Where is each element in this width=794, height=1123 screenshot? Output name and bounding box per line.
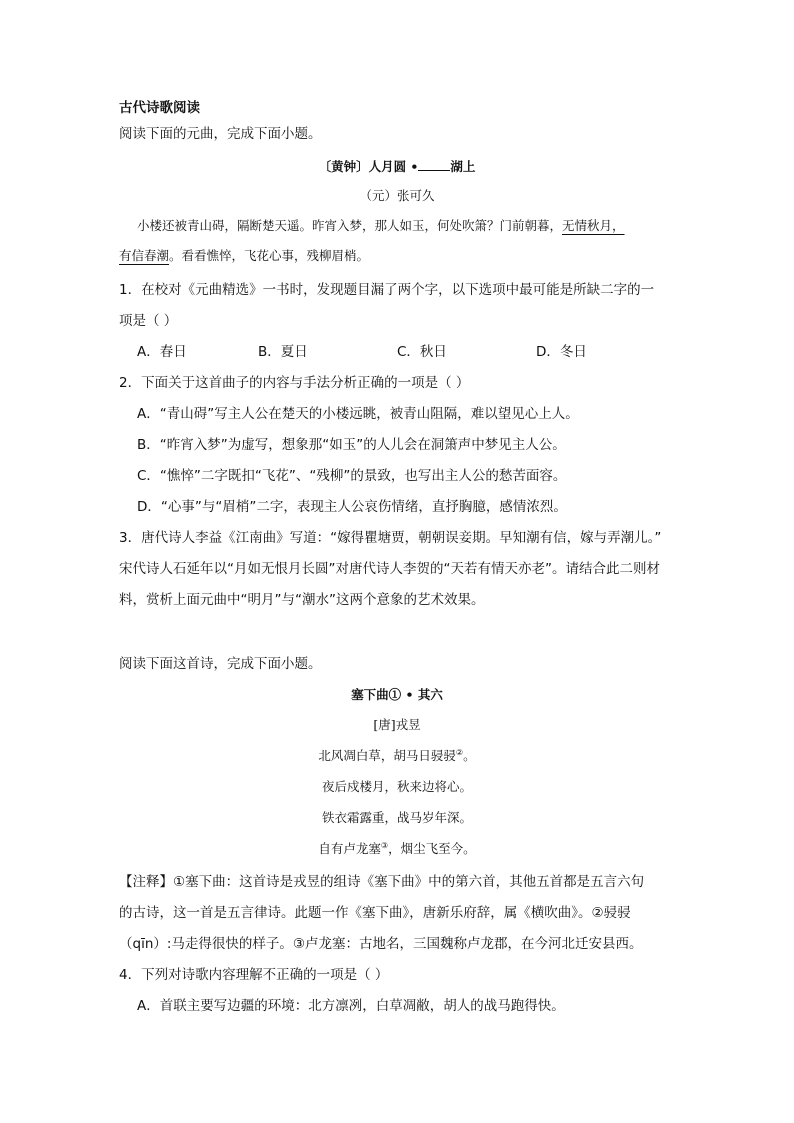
question-3-line-2: 宋代诗人石延年以“月如无恨月长圆”对唐代诗人李贺的“天若有情天亦老”。请结合此二则材 [119,561,660,577]
question-1-line-1: 1．在校对《元曲精选》一书时，发现题目漏了两个字，以下选项中最可能是所缺二字的一 [119,282,655,298]
question-1-line-2: 项是（ ） [119,313,178,329]
part1-instruction: 阅读下面的元曲，完成下面小题。 [119,126,322,142]
poem-line-2-text: 。看看憔悴，飞花心事，残柳眉梢。 [169,248,370,263]
question-4-line: 4．下列对诗歌内容理解不正确的一项是（ ） [119,967,389,983]
qu-author: （元）张可久 [359,188,435,203]
qu-title-prefix: 〔黄钟〕人月圆 • [318,159,419,174]
question-2-line: 2．下面关于这首曲子的内容与手法分析正确的一项是（ ） [119,375,470,391]
q4-option-a: A．首联主要写边疆的环境：北方凛冽，白草凋敝，胡人的战马跑得快。 [137,998,565,1014]
underlined-phrase-2: 有信春潮 [119,248,170,263]
annotation-line-2: 的古诗，这一首是五言律诗。此题一作《塞下曲》，唐新乐府辞，属《横吹曲》。②骎骎 [119,905,631,921]
qu-title-suffix: 湖上 [450,159,476,174]
q2-option-c: C．“憔悴”二字既扣“飞花”、“残柳”的景致，也写出主人公的愁苦面容。 [137,468,567,484]
annotation-line-3: （qīn）:马走得很快的样子。③卢龙塞：古地名，三国魏称卢龙郡，在今河北迁安县西。 [119,936,643,952]
qu-title [0,157,794,177]
q1-option-b: B．夏日 [258,344,308,360]
q2-option-d: D．“心事”与“眉梢”二字，表现主人公哀伤情绪，直抒胸臆，感情浓烈。 [137,499,567,515]
poem-title: 塞下曲① • 其六 [351,687,443,702]
poem2-line-4 [0,839,794,859]
part2-instruction: 阅读下面这首诗，完成下面小题。 [119,656,322,672]
underlined-phrase-1: 无情秋月， [562,218,625,233]
note-mark-2: ② [455,747,464,757]
note-mark-3: ③ [380,840,389,850]
poem2-line-4-text: 自有卢龙塞 [318,841,381,856]
poem-line-2 [119,246,369,266]
question-3-line-1: 3．唐代诗人李益《江南曲》写道：“嫁得瞿塘贾，朝朝误妾期。早知潮有信，嫁与弄潮儿。” [119,530,662,546]
q1-option-a: A．春日 [137,344,187,360]
q1-option-d: D．冬日 [536,344,587,360]
poem2-line-3: 铁衣霜露重，战马岁年深。 [321,810,472,825]
q2-option-a: A．“青山碍”写主人公在楚天的小楼远眺，被青山阻隔，难以望见心上人。 [137,406,579,422]
poem2-line-1-text: 北风凋白草，胡马日骎骎 [318,748,456,763]
q2-option-b: B．“昨宵入梦”为虚写，想象那“如玉”的人儿会在洞箫声中梦见主人公。 [137,437,566,453]
poem2-line-1-end: 。 [463,748,476,763]
poem-line-1-text: 小楼还被青山碍，隔断楚天遥。昨宵入梦，那人如玉，何处吹箫？门前朝暮， [137,218,563,233]
q1-option-c: C．秋日 [397,344,447,360]
poem2-line-1 [0,746,794,766]
annotation-line-1: 【注释】①塞下曲：这首诗是戎昱的组诗《塞下曲》中的第六首，其他五首都是五言六句 [119,874,645,890]
question-3-line-3: 料，赏析上面元曲中“明月”与“潮水”这两个意象的艺术效果。 [119,592,485,608]
section-title: 古代诗歌阅读 [119,100,200,116]
poem-line-1 [137,216,625,236]
poem-author: [唐]戎昱 [373,717,421,732]
title-blank [418,158,450,171]
poem2-line-4-end: ，烟尘飞至今。 [388,841,476,856]
poem2-line-2: 夜后戍楼月，秋来边将心。 [321,779,472,794]
